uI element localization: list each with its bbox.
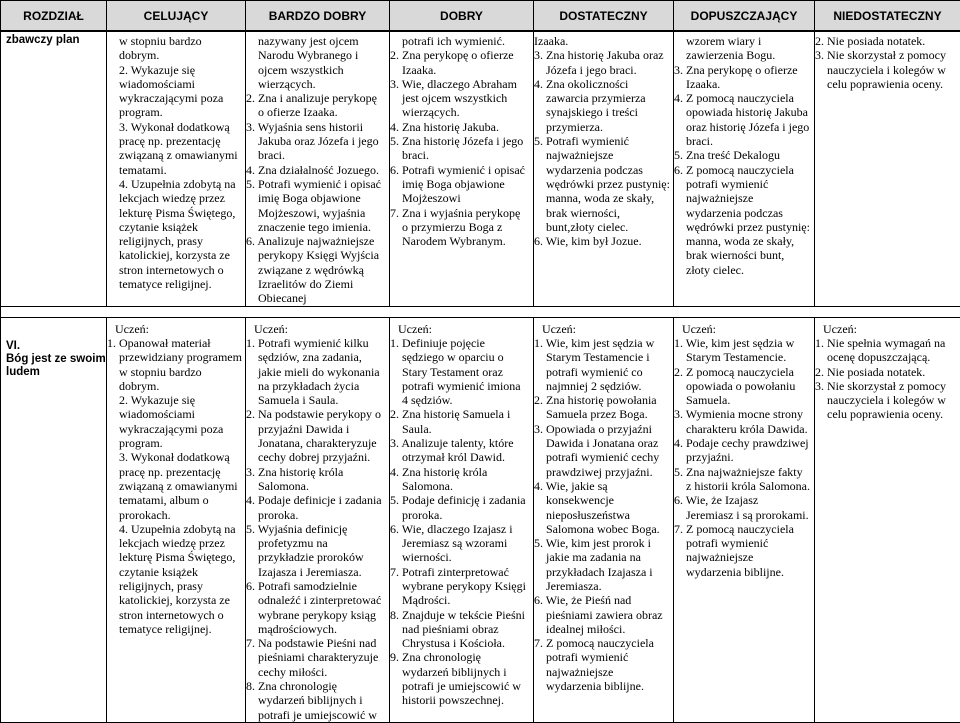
criteria-line: Starym Testamencie i [534,350,673,364]
criteria-line: 2. Zna i analizuje perykopę [246,91,389,105]
criteria-line: tematyce religijnej. [107,277,245,291]
grade-cell [107,31,246,307]
criteria-line: program. [107,105,245,119]
criteria-line: Izaaka. [390,63,533,77]
criteria-line: manna, woda ze skały, [674,234,814,248]
criteria-line: w stopniu bardzo [107,365,245,379]
criteria-line: lekcjach wiedzę przez [107,536,245,550]
criteria-line: potrafi je umiejscowić w [390,679,533,693]
criteria-line: 4. Podaje cechy prawdziwej [674,436,814,450]
criteria-line: zawarcia przymierza [534,91,673,105]
criteria-line: wydarzeń biblijnych i [246,693,389,707]
criteria-line: wierzących. [246,77,389,91]
grade-cell [390,317,534,722]
header-niedostateczny: NIEDOSTATECZNY [815,1,960,32]
criteria-list [246,336,389,722]
criteria-line: lekcjach wiedzę przez [107,191,245,205]
student-heading: Uczeń: [534,322,673,336]
criteria-line: imię Boga objawione [246,191,389,205]
criteria-line: ocenę dopuszczającą. [815,350,960,364]
criteria-list [107,34,245,291]
criteria-line: braci. [674,134,814,148]
criteria-line: 6. Z pomocą nauczyciela [674,163,814,177]
criteria-line: Mądrości. [390,593,533,607]
criteria-line: wzorem wiary i [674,34,814,48]
criteria-line: wiadomościami [107,77,245,91]
grade-cell [674,317,815,722]
criteria-line: wybrane perykopy ksiąg [246,608,389,622]
criteria-line: 7. Z pomocą nauczyciela [674,522,814,536]
header-table [0,0,960,32]
criteria-line: Chrystusa i Kościoła. [390,636,533,650]
criteria-line: 3. Wykonał dodatkową [107,120,245,134]
criteria-line: 5. Wie, kim jest prorok i [534,536,673,550]
criteria-line: związaną z omawianymi [107,148,245,162]
criteria-line: 3. Opowiada o przyjaźni [534,422,673,436]
criteria-line: potrafi wymienić imiona [390,379,533,393]
table-row-2 [1,317,960,722]
criteria-line: pieśniami zawiera obraz [534,608,673,622]
criteria-line: 4. Podaje definicje i zadania [246,493,389,507]
criteria-line: potrafi wymienić [674,536,814,550]
criteria-list [534,34,673,248]
criteria-line: Saula. [390,422,533,436]
criteria-line: 5. Zna najważniejsze fakty [674,465,814,479]
criteria-line: 2. Wykazuje się [107,63,245,77]
criteria-line: wydarzenia biblijne. [534,679,673,693]
criteria-line: wykraczającymi poza [107,91,245,105]
grade-cell [534,31,674,307]
criteria-line: 3. Nie skorzystał z pomocy [815,379,960,393]
criteria-line: 2. Nie posiada notatek. [815,34,960,48]
criteria-line: jakie mieli do wykonania [246,365,389,379]
criteria-line: manna, woda ze skały, [534,191,673,205]
criteria-line: potrafi wymienić [534,650,673,664]
criteria-line: przymierza. [534,120,673,134]
criteria-list [674,34,814,277]
criteria-line: prawdziwej przyjaźni. [534,465,673,479]
chapter-title-line: Bóg jest ze swoim [6,353,106,366]
criteria-line: proroka. [246,508,389,522]
criteria-line: cechy dobrej przyjaźni. [246,450,389,464]
criteria-line: 1. Wie, kim jest sędzia w [674,336,814,350]
criteria-line: otrzymał król Dawid. [390,450,533,464]
criteria-line: wydarzenia biblijne. [674,565,814,579]
criteria-line: 2. Na podstawie perykopy o [246,407,389,421]
criteria-line: nauczyciela i kolegów w [815,63,960,77]
criteria-line: Mojżeszowi, wyjaśnia [246,206,389,220]
criteria-line: z historii króla Salomona. [674,479,814,493]
criteria-line: 6. Wie, że Pieśń nad [534,593,673,607]
criteria-line: 9. Zna chronologię [390,650,533,664]
criteria-line: 8. Zna chronologię [246,679,389,693]
student-heading: Uczeń: [107,322,245,336]
criteria-line: oraz historię Józefa i jego [674,120,814,134]
criteria-line: 6. Analizuje najważniejsze [246,234,389,248]
criteria-line: wykraczającymi poza [107,422,245,436]
criteria-line: pracę np. prezentację [107,465,245,479]
criteria-line: 6. Potrafi wymienić i opisać [390,163,533,177]
student-heading: Uczeń: [815,322,960,336]
criteria-line: znaczenie tego imienia. [246,220,389,234]
criteria-line: 3. Zna perykopę o ofierze [674,63,814,77]
criteria-line: wydarzenia podczas [674,206,814,220]
grade-cell [815,31,960,307]
criteria-line: sędziów, zna zadania, [246,350,389,364]
criteria-line: mądrościowych. [246,622,389,636]
criteria-line: 3. Zna historię króla [246,465,389,479]
criteria-line: 6. Potrafi samodzielnie [246,579,389,593]
criteria-line: 5. Podaje definicję i zadania [390,493,533,507]
header-rozdzial: ROZDZIAŁ [1,1,107,32]
category-cell [1,317,107,722]
criteria-list [107,336,245,636]
chapter-number: VI. [6,340,106,353]
criteria-line: religijnych, prasy [107,579,245,593]
criteria-line: 6. Wie, kim był Jozue. [534,234,673,248]
criteria-line: Stary Testament oraz [390,365,533,379]
header-row [1,1,960,32]
criteria-line: 8. Znajduje w tekście Pieśni [390,608,533,622]
criteria-line: cechy miłości. [246,665,389,679]
criteria-line: brak wierności bunt, [674,248,814,262]
criteria-line: 4 sędziów. [390,393,533,407]
criteria-line: 2. Zna historię Samuela i [390,407,533,421]
criteria-line: 2. Z pomocą nauczyciela [674,365,814,379]
criteria-line: Samuela i Saula. [246,393,389,407]
criteria-line: pracę np. prezentację [107,134,245,148]
criteria-list [815,34,960,91]
criteria-line: nauczyciela i kolegów w [815,393,960,407]
criteria-line: Izaaka. [534,34,673,48]
criteria-line: czytanie książek [107,565,245,579]
criteria-line: wydarzenia podczas [534,163,673,177]
grade-cell [246,317,390,722]
criteria-line: wierzących. [390,105,533,119]
criteria-line: 1. Wie, kim jest sędzia w [534,336,673,350]
criteria-line: dobrym. [107,379,245,393]
criteria-line: program. [107,436,245,450]
criteria-line: Obiecanej [246,291,389,305]
criteria-line: Mojżeszowi [390,191,533,205]
criteria-line: Jonatana, charakteryzuje [246,436,389,450]
criteria-line: pieśniami charakteryzuje [246,650,389,664]
criteria-line: 3. Wymienia mocne strony [674,407,814,421]
criteria-line: brak wierności, [534,206,673,220]
criteria-line: imię Boga objawione [390,177,533,191]
criteria-line: potrafi wymienić co [534,365,673,379]
criteria-line: najważniejsze [534,665,673,679]
criteria-line: lekturę Pisma Świętego, [107,206,245,220]
criteria-line: Salomona wobec Boga. [534,522,673,536]
criteria-line: przykładzie proroków [246,550,389,564]
criteria-line: wędrówki przez pustynię: [674,220,814,234]
criteria-line: nazywany jest ojcem [246,34,389,48]
criteria-line: lekturę Pisma Świętego, [107,550,245,564]
criteria-list [390,336,533,708]
criteria-line: Izajasza i Jeremiasza. [246,565,389,579]
criteria-line: Salomona. [390,479,533,493]
criteria-line: na przykładach życia [246,379,389,393]
criteria-line: wędrówki przez pustynię: [534,177,673,191]
criteria-line: czytanie książek [107,220,245,234]
criteria-line: Izaaka. [674,77,814,91]
criteria-line: 4. Uzupełnia zdobytą na [107,522,245,536]
criteria-line: profetyzmu na [246,536,389,550]
criteria-line: 4. Z pomocą nauczyciela [674,91,814,105]
criteria-line: ojcem wszystkich [246,63,389,77]
criteria-line: katolickiej, korzysta ze [107,593,245,607]
criteria-line: Narodem Wybranym. [390,234,533,248]
criteria-line: katolickiej, korzysta ze [107,248,245,262]
criteria-line: 2. Zna perykopę o ofierze [390,48,533,62]
category-cell [1,31,107,307]
criteria-list [246,34,389,306]
criteria-line: braci. [246,148,389,162]
criteria-line: celu poprawienia oceny. [815,77,960,91]
criteria-line: związaną z omawianymi [107,479,245,493]
criteria-line: bunt,złoty cielec. [534,220,673,234]
criteria-line: związane z wędrówką [246,263,389,277]
criteria-line: Samuela przez Boga. [534,407,673,421]
criteria-line: historii powszechnej. [390,693,533,707]
criteria-line: synajskiego i treści [534,105,673,119]
criteria-line: Jeremiasza. [534,579,673,593]
criteria-line: najważniejsze [674,191,814,205]
criteria-line: o ofierze Izaaka. [246,105,389,119]
table-row-1 [1,31,960,307]
criteria-line: Jeremiasz i są prorokami. [674,508,814,522]
criteria-line: 2. Wykazuje się [107,393,245,407]
criteria-line: potrafi je umiejscowić w [246,708,389,722]
header-dobry: DOBRY [390,1,534,32]
criteria-line: Narodu Wybranego i [246,48,389,62]
criteria-line: 3. Nie skorzystał z pomocy [815,48,960,62]
criteria-line: charakteru króla Dawida. [674,422,814,436]
criteria-line: wierności. [390,550,533,564]
criteria-line: 3. Wie, dlaczego Abraham [390,77,533,91]
criteria-line: proroka. [390,508,533,522]
chapter-title-line: ludem [6,366,106,379]
criteria-list [390,34,533,248]
criteria-line: 5. Wyjaśnia definicję [246,522,389,536]
criteria-line: tematami, album o [107,493,245,507]
criteria-line: Jakuba oraz Józefa i jego [246,134,389,148]
criteria-line: 4. Zna działalność Jozuego. [246,163,389,177]
criteria-line: Izraelitów do Ziemi [246,277,389,291]
grade-cell [107,317,246,722]
criteria-line: wydarzeń biblijnych i [390,665,533,679]
criteria-line: perykopy Księgi Wyjścia [246,248,389,262]
criteria-line: potrafi wymienić [674,177,814,191]
student-heading: Uczeń: [674,322,814,336]
criteria-line: 4. Zna okoliczności [534,77,673,91]
criteria-line: najmniej 2 sędziów. [534,379,673,393]
criteria-line: 1. Potrafi wymienić kilku [246,336,389,350]
criteria-line: tematami. [107,163,245,177]
criteria-line: 5. Potrafi wymienić i opisać [246,177,389,191]
criteria-list [534,336,673,693]
criteria-line: najważniejsze [674,550,814,564]
criteria-line: sędziego w oparciu o [390,350,533,364]
criteria-line: 1. Opanował materiał [107,336,245,350]
criteria-line: 1. Definiuje pojęcie [390,336,533,350]
criteria-line: 7. Potrafi zinterpretować [390,565,533,579]
criteria-line: zawierzenia Bogu. [674,48,814,62]
criteria-line: 7. Na podstawie Pieśni nad [246,636,389,650]
criteria-line: przewidziany programem [107,350,245,364]
criteria-line: nieposłuszeństwa [534,508,673,522]
criteria-line: 2. Nie posiada notatek. [815,365,960,379]
criteria-line: 5. Zna treść Dekalogu [674,148,814,162]
criteria-line: opowiada historię Jakuba [674,105,814,119]
criteria-line: przykładach Izajasza i [534,565,673,579]
criteria-line: 6. Wie, dlaczego Izajasz i [390,522,533,536]
criteria-line: celu poprawienia oceny. [815,407,960,421]
requirements-table [0,30,960,723]
criteria-line: wybrane perykopy Księgi [390,579,533,593]
header-celujacy: CELUJĄCY [107,1,246,32]
criteria-line: Dawida i Jonatana oraz [534,436,673,450]
criteria-line: 3. Wyjaśnia sens historii [246,120,389,134]
criteria-line: Jeremiasz są wzorami [390,536,533,550]
criteria-line: stron internetowych o [107,263,245,277]
category-label: zbawczy plan [6,34,80,46]
criteria-line: w stopniu bardzo [107,34,245,48]
grade-cell [246,31,390,307]
criteria-line: odnaleźć i zinterpretować [246,593,389,607]
criteria-line: dobrym. [107,48,245,62]
criteria-line: 3. Zna historię Jakuba oraz [534,48,673,62]
criteria-line: potrafi wymienić cechy [534,450,673,464]
criteria-line: Starym Testamencie. [674,350,814,364]
criteria-line: przyjaźni. [674,450,814,464]
criteria-line: konsekwencje [534,493,673,507]
criteria-line: 4. Wie, jakie są [534,479,673,493]
criteria-line: potrafi ich wymienić. [390,34,533,48]
criteria-line: tematyce religijnej. [107,622,245,636]
criteria-line: prorokach. [107,508,245,522]
criteria-line: 4. Zna historię króla [390,465,533,479]
criteria-line: złoty cielec. [674,263,814,277]
criteria-line: jakie ma zadania na [534,550,673,564]
criteria-line: o przymierzu Boga z [390,220,533,234]
criteria-line: 2. Zna historię powołania [534,393,673,407]
header-dostateczny: DOSTATECZNY [534,1,674,32]
criteria-list [674,336,814,579]
header-bardzo-dobry: BARDZO DOBRY [246,1,390,32]
criteria-line: wiadomościami [107,407,245,421]
criteria-line: Salomona. [246,479,389,493]
criteria-line: 6. Wie, że Izajasz [674,493,814,507]
criteria-line: 7. Z pomocą nauczyciela [534,636,673,650]
criteria-list [815,336,960,422]
spacer-row [1,306,960,317]
criteria-line: opowiada o powołaniu [674,379,814,393]
criteria-line: 3. Wykonał dodatkową [107,450,245,464]
criteria-line: 4. Zna historię Jakuba. [390,120,533,134]
grade-cell [534,317,674,722]
grade-cell [390,31,534,307]
criteria-line: 1. Nie spełnia wymagań na [815,336,960,350]
criteria-line: Samuela. [674,393,814,407]
criteria-line: 3. Analizuje talenty, które [390,436,533,450]
student-heading: Uczeń: [246,322,389,336]
criteria-line: nad pieśniami obraz [390,622,533,636]
criteria-line: najważniejsze [534,148,673,162]
criteria-line: jest ojcem wszystkich [390,91,533,105]
criteria-line: 5. Zna historię Józefa i jego [390,134,533,148]
grade-cell [674,31,815,307]
criteria-line: przyjaźni Dawida i [246,422,389,436]
criteria-line: religijnych, prasy [107,234,245,248]
criteria-line: 7. Zna i wyjaśnia perykopę [390,206,533,220]
criteria-line: 4. Uzupełnia zdobytą na [107,177,245,191]
header-dopuszczajacy: DOPUSZCZAJĄCY [674,1,815,32]
grade-cell [815,317,960,722]
criteria-line: idealnej miłości. [534,622,673,636]
criteria-line: 5. Potrafi wymienić [534,134,673,148]
criteria-line: Józefa i jego braci. [534,63,673,77]
student-heading: Uczeń: [390,322,533,336]
criteria-line: braci. [390,148,533,162]
criteria-line: stron internetowych o [107,608,245,622]
